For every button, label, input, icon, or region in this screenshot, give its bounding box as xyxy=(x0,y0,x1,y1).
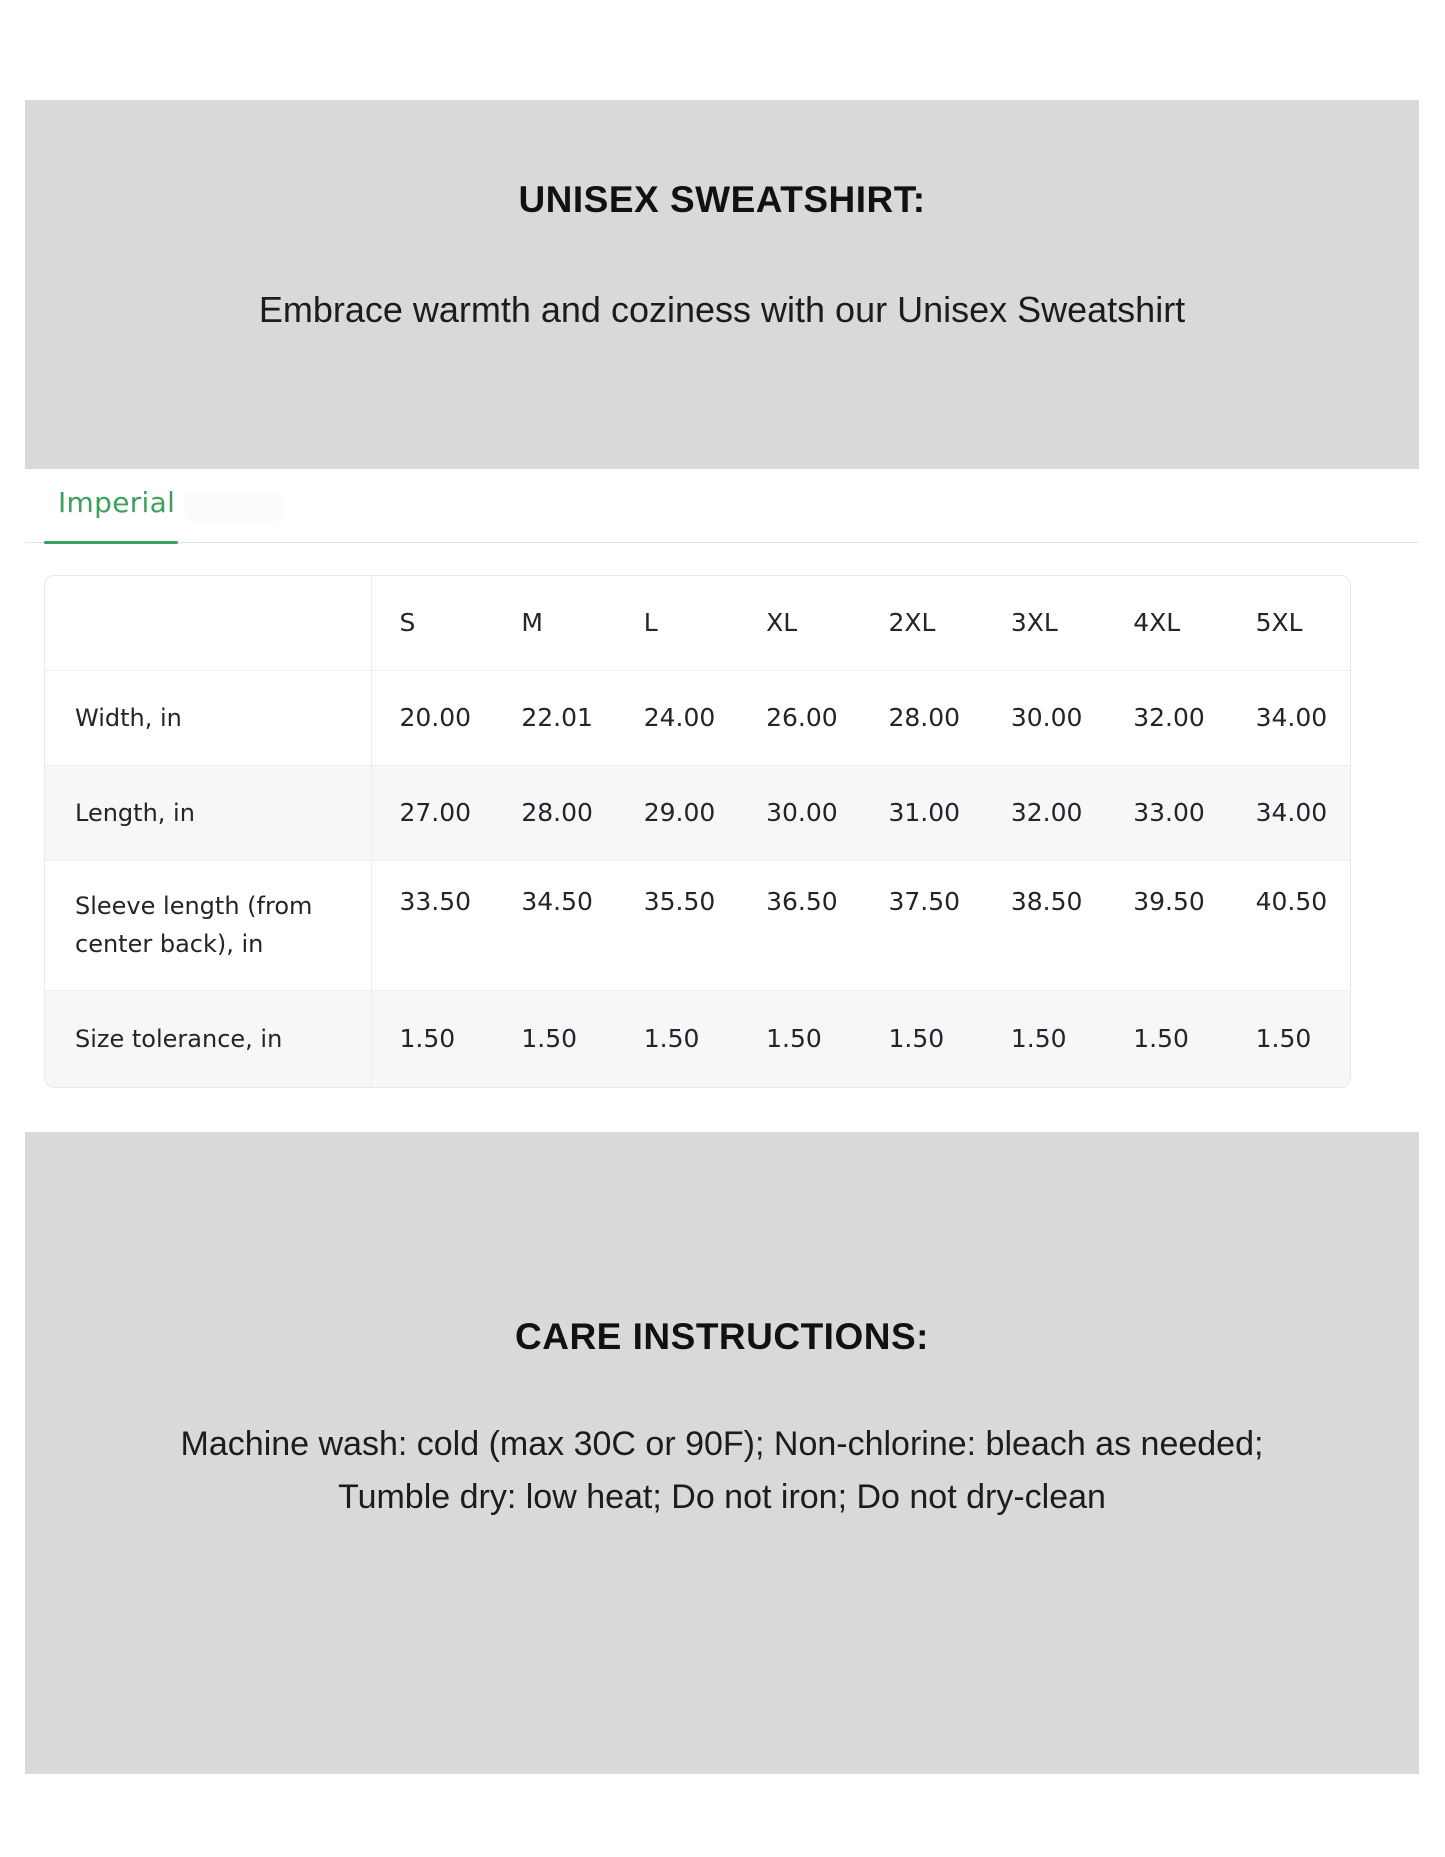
value-cell: 32.00 xyxy=(1105,670,1227,765)
care-title: CARE INSTRUCTIONS: xyxy=(515,1316,929,1357)
product-subtitle: Embrace warmth and coziness with our Unisex Sweatshirt xyxy=(258,289,1186,330)
value-cell: 30.00 xyxy=(983,670,1105,765)
product-header-panel xyxy=(25,100,1419,469)
active-tab-underline xyxy=(44,541,178,544)
tab-ghost-second[interactable] xyxy=(185,490,283,522)
value-cell: 28.00 xyxy=(493,765,615,860)
tabbar-divider xyxy=(25,542,1419,543)
value-cell: 40.50 xyxy=(1228,860,1350,990)
value-cell: 1.50 xyxy=(983,990,1105,1087)
value-cell: 38.50 xyxy=(983,860,1105,990)
value-cell: 36.50 xyxy=(738,860,860,990)
value-cell: 34.00 xyxy=(1228,765,1350,860)
value-cell: 27.00 xyxy=(371,765,493,860)
size-chart-table xyxy=(45,576,1350,1087)
size-chart-table-wrap xyxy=(44,575,1351,1088)
size-chart-body xyxy=(45,670,1350,1087)
size-column-header: M xyxy=(521,608,543,638)
value-cell: 37.50 xyxy=(861,860,983,990)
value-cell: 1.50 xyxy=(738,990,860,1087)
value-cell: 1.50 xyxy=(493,990,615,1087)
size-column-header: 4XL xyxy=(1133,608,1181,638)
value-cell: 39.50 xyxy=(1105,860,1227,990)
header-row xyxy=(45,576,1350,670)
value-cell: 29.00 xyxy=(616,765,738,860)
size-column-header: S xyxy=(399,608,416,638)
value-cell: 1.50 xyxy=(616,990,738,1087)
value-cell: 34.00 xyxy=(1228,670,1350,765)
value-cell: 33.50 xyxy=(371,860,493,990)
size-column-header: 5XL xyxy=(1255,608,1303,638)
table-row xyxy=(45,670,1350,765)
table-row xyxy=(45,765,1350,860)
value-cell: 26.00 xyxy=(738,670,860,765)
table-row xyxy=(45,990,1350,1087)
size-column-header: 3XL xyxy=(1010,608,1058,638)
product-title: UNISEX SWEATSHIRT: xyxy=(518,179,926,220)
row-label: Size tolerance, in xyxy=(45,990,371,1087)
table-row xyxy=(45,860,1350,990)
header-corner-cell xyxy=(45,576,371,670)
size-column-header: 2XL xyxy=(888,608,936,638)
value-cell: 1.50 xyxy=(371,990,493,1087)
value-cell: 1.50 xyxy=(1105,990,1227,1087)
value-cell: 30.00 xyxy=(738,765,860,860)
row-label: Width, in xyxy=(45,670,371,765)
care-instructions-panel xyxy=(25,1132,1419,1774)
value-cell: 1.50 xyxy=(861,990,983,1087)
row-label: Length, in xyxy=(45,765,371,860)
units-tabbar xyxy=(0,470,1445,560)
size-column-header: XL xyxy=(766,608,798,638)
size-column-header: L xyxy=(643,608,658,638)
value-cell: 28.00 xyxy=(861,670,983,765)
size-chart-head xyxy=(45,576,1350,670)
tab-imperial[interactable]: Imperial xyxy=(58,486,176,519)
row-label: Sleeve length (from center back), in xyxy=(45,860,371,990)
value-cell: 35.50 xyxy=(616,860,738,990)
value-cell: 34.50 xyxy=(493,860,615,990)
value-cell: 33.00 xyxy=(1105,765,1227,860)
value-cell: 1.50 xyxy=(1228,990,1350,1087)
value-cell: 31.00 xyxy=(861,765,983,860)
value-cell: 32.00 xyxy=(983,765,1105,860)
care-body: Machine wash: cold (max 30C or 90F); Non-chlorine: bleach as needed; Tumble dry: low heat; Do not iron; Do not dry-clean xyxy=(180,1425,1264,1516)
value-cell: 24.00 xyxy=(616,670,738,765)
value-cell: 20.00 xyxy=(371,670,493,765)
value-cell: 22.01 xyxy=(493,670,615,765)
